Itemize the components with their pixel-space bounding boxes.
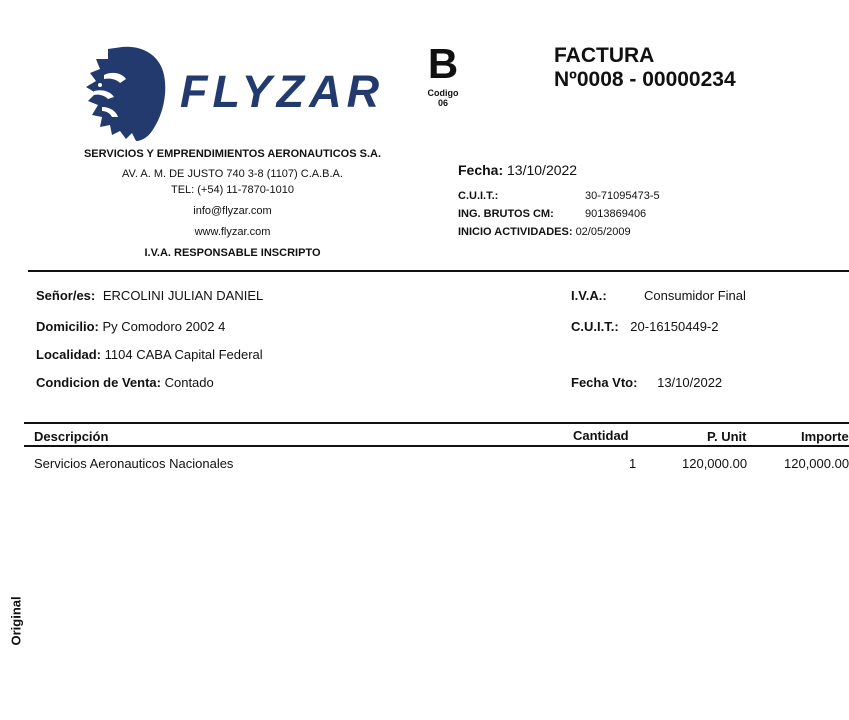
emitter-cuit-label: C.U.I.T.: [458, 190, 499, 202]
row-punit: 120,000.00 [682, 456, 748, 471]
domicilio-value: Py Comodoro 2002 4 [102, 319, 226, 334]
fecha-value: 13/10/2022 [507, 162, 578, 178]
senor-label: Señor/es: [36, 288, 96, 303]
emitter-web: www.flyzar.com [194, 226, 271, 238]
fecha-label: Fecha: [458, 162, 504, 178]
client-iva-value: Consumidor Final [644, 288, 746, 303]
col-descripcion: Descripción [34, 429, 109, 444]
invoice-letter: B [427, 40, 459, 87]
domicilio-label: Domicilio: [36, 319, 99, 334]
condicion-value: Contado [164, 375, 214, 390]
emitter-address: AV. A. M. DE JUSTO 740 3-8 (1107) C.A.B.A. [122, 168, 343, 180]
table-top-border [24, 422, 849, 424]
emitter-email: info@flyzar.com [193, 205, 272, 217]
row-importe: 120,000.00 [784, 456, 849, 471]
condicion-label: Condicion de Venta: [36, 375, 161, 390]
copy-label: Original [8, 596, 24, 646]
inicio-actividades-label: INICIO ACTIVIDADES: [458, 226, 573, 238]
col-punit: P. Unit [707, 429, 747, 444]
divider [28, 270, 849, 272]
localidad-value: 1104 CABA Capital Federal [104, 347, 263, 362]
emitter-cuit-value: 30-71095473-5 [585, 190, 660, 202]
ingresos-brutos-value: 9013869406 [585, 208, 647, 220]
emitter-phone: TEL: (+54) 11-7870-1010 [170, 184, 294, 196]
table-header-border [24, 445, 849, 447]
invoice-number: Nº0008 - 00000234 [554, 68, 736, 91]
ingresos-brutos-label: ING. BRUTOS CM: [458, 208, 554, 220]
client-iva-label: I.V.A.: [571, 288, 607, 303]
col-cantidad: Cantidad [573, 428, 629, 443]
inicio-actividades-value: 02/05/2009 [575, 226, 631, 238]
codigo-label: Codigo [427, 88, 459, 98]
invoice-type: FACTURA [554, 44, 655, 67]
emitter-company: SERVICIOS Y EMPRENDIMIENTOS AERONAUTICOS S.A. [83, 148, 382, 160]
row-cantidad: 1 [629, 456, 637, 471]
col-importe: Importe [801, 429, 849, 444]
fecha-vto-value: 13/10/2022 [657, 375, 723, 390]
brand-name: FLYZAR [180, 66, 385, 117]
row-descripcion: Servicios Aeronauticos Nacionales [34, 456, 234, 471]
codigo-value: 06 [437, 98, 448, 108]
localidad-label: Localidad: [36, 347, 102, 362]
client-cuit-label: C.U.I.T.: [571, 319, 619, 334]
fecha-vto-label: Fecha Vto: [571, 375, 638, 390]
client-cuit-value: 20-16150449-2 [630, 319, 719, 334]
emitter-iva: I.V.A. RESPONSABLE INSCRIPTO [144, 247, 321, 259]
senor-value: ERCOLINI JULIAN DANIEL [102, 288, 264, 303]
